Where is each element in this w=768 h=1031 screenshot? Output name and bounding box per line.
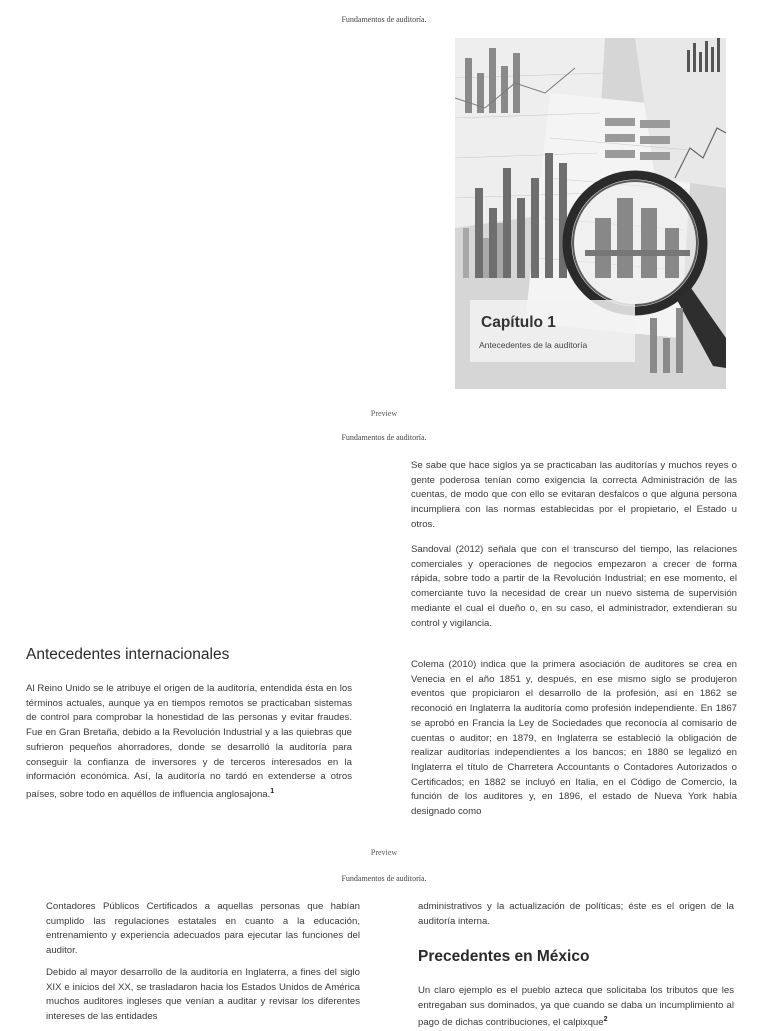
paragraph: administrativos y la actualización de políticas; éste es el origen de la auditoría interna. [418, 901, 734, 927]
cover-image [455, 38, 726, 389]
footnote-marker[interactable]: 1 [270, 787, 275, 795]
preview-label: Preview [370, 848, 398, 857]
section-heading: Antecedentes internacionales [26, 646, 230, 663]
paragraph: Debido al mayor desarrollo de la auditoría en Inglaterra, a fines del siglo XIX e inicios del XX, se trasladaron hacia los Estados Unidos de América muchos auditores ingleses que venían a auditar y revisar los diferentes intereses de las entidades [46, 967, 360, 1023]
paragraph: Colema (2010) indica que la primera asociación de auditores se crea en Venecia en el año 1851 y, después, en ese mismo siglo se produjeron eventos que propiciaron el desarrollo de la profesión, así en 1862 se reconoció en Inglaterra la auditoría como profesión independiente. En 1867 se aprobó en Francia la Ley de Sociedades que reconocía al comisario de cuentas o auditor; en 1879, en Inglaterra se estableció la obligación de realizar auditorías independientes a los bancos; en 1880 se legalizó en Inglaterra el título de Charretera Accountants o Contadores Autorizados o Certificados; en 1882 se incluyó en Italia, en el Código de Comercio, la función de los auditores y, en 1896, el estado de Nueva York había designado como [411, 659, 737, 818]
paragraph: Contadores Públicos Certificados a aquellas personas que habían cumplido las regulaciones estatales en cuanto a la educación, entrenamiento y experiencia adecuados para ejecutar las funciones del auditor. [46, 901, 360, 957]
section-heading: Precedentes en México [418, 948, 590, 965]
paragraph: Se sabe que hace siglos ya se practicaban las auditorías y muchos reyes o gente poderosa tenían como exigencia la correcta Administración de las cuentas, de modo que con ello se evitaran desfalcos o que alguna persona incumpliera con las normas establecidas por el propietario, el Estado u otros. [411, 460, 737, 530]
chapter-subtitle: Antecedentes de la auditoría [479, 340, 588, 350]
paragraph: Un claro ejemplo es el pueblo azteca que solicitaba los tributos que les entregaban sus dominados, ya que cuando se daba un incumplimiento al pago de dichas contribuciones, el calpixque$^2$ [418, 985, 734, 1029]
page-header: Fundamentos de auditoría. [341, 874, 427, 883]
page-header: Fundamentos de auditoría. [341, 433, 427, 442]
chapter-title: Capítulo 1 [481, 314, 556, 331]
paragraph: Sandoval (2012) señala que con el transcurso del tiempo, las relaciones comerciales y operaciones de negocios empezaron a crecer de forma rápida, sobre todo a partir de la Revolución Industrial; en ese momento, el comerciante tuvo la necesidad de crear un nuevo sistema de supervisión mediante el cual el dueño o, en su caso, el administrador, extendieran su control y vigilancia. [411, 544, 737, 629]
footnote-marker[interactable]: 2 [603, 1016, 608, 1024]
paragraph: Al Reino Unido se le atribuye el origen de la auditoría, entendida ésta en los términos actuales, aunque ya en tiempos remotos se practicaban sistemas de control para comprobar la honestidad de las personas y evitar fraudes. Fue en Gran Bretaña, debido a la Revolución Industrial y a las quiebras que sufrieron pequeños ahorradores, donde se desarrolló la auditoría para conseguir la confianza de inversores y de terceros interesados en la información económica. Así, la auditoría no tardó en extenderse a otros países, sobre todo en aquéllos de influencia anglosajona.$^1$ [26, 683, 352, 801]
page-header: Fundamentos de auditoría. [341, 15, 427, 24]
preview-label: Preview [370, 409, 398, 418]
